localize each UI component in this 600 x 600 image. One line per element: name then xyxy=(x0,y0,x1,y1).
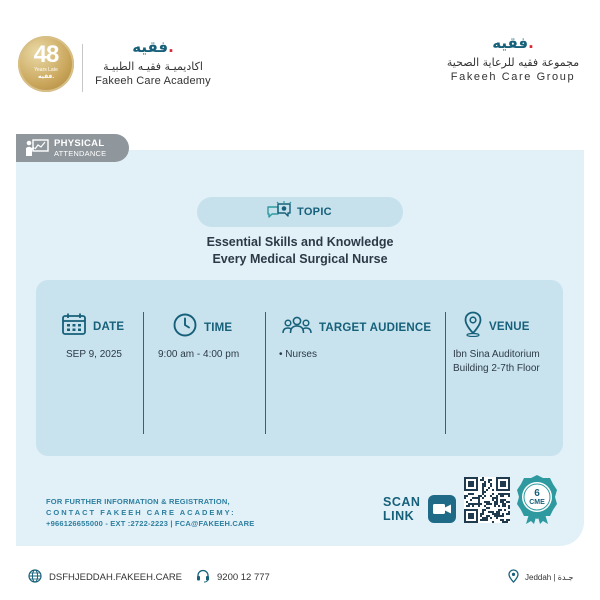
badge-number: 48 xyxy=(33,41,59,68)
audience-value: • Nurses xyxy=(279,349,317,360)
globe-icon xyxy=(28,569,42,586)
contact-line2: CONTACT FAKEEH CARE ACADEMY: xyxy=(46,508,236,517)
venue-label: VENUE xyxy=(489,320,530,333)
column-divider xyxy=(445,312,446,434)
header-divider xyxy=(82,44,83,92)
contact-line1: FOR FURTHER INFORMATION & REGISTRATION, xyxy=(46,497,230,506)
website-text: DSFHJEDDAH.FAKEEH.CARE xyxy=(49,572,183,583)
location-text: Jeddah | جـدة xyxy=(525,572,574,582)
academy-brand-ar: فقيه xyxy=(132,38,169,56)
date-value: SEP 9, 2025 xyxy=(66,349,122,360)
topic-title-line2: Every Medical Surgical Nurse xyxy=(212,252,388,266)
attendance-tab xyxy=(16,134,129,162)
scan-link-label xyxy=(383,495,420,523)
attendance-line1: PHYSICAL xyxy=(54,138,105,149)
time-label: TIME xyxy=(204,321,233,334)
column-divider xyxy=(265,312,266,434)
chat-bubble-icon xyxy=(266,200,292,229)
details-box xyxy=(36,280,563,456)
footer-phone[interactable] xyxy=(196,569,270,586)
headset-icon xyxy=(196,569,210,586)
date-label: DATE xyxy=(93,320,125,333)
topic-title xyxy=(100,234,500,268)
audience-header xyxy=(282,315,431,340)
badge-subtitle: Years Late xyxy=(34,67,58,73)
academy-name-ar: اكاديميـة فقيـه الطبيـة xyxy=(103,60,203,73)
cme-badge xyxy=(515,473,559,525)
footer-website[interactable] xyxy=(28,569,182,586)
time-value: 9:00 am - 4:00 pm xyxy=(158,349,240,360)
topic-pill xyxy=(197,197,403,227)
venue-line2: Building 2-7th Floor xyxy=(453,363,540,374)
footer-location xyxy=(508,569,573,585)
venue-value xyxy=(453,348,540,376)
venue-line1: Ibn Sina Auditorium xyxy=(453,349,540,360)
qr-code[interactable] xyxy=(464,477,510,523)
scan-line1: SCAN xyxy=(383,495,421,509)
audience-label: TARGET AUDIENCE xyxy=(319,321,432,334)
group-name-ar: مجموعة فقيه للرعاية الصحية xyxy=(446,56,580,69)
time-header xyxy=(173,313,232,342)
presenter-icon xyxy=(25,139,49,162)
location-pin-icon xyxy=(508,569,519,585)
contact-line3: +966126655000 - EXT :2722-2223 | FCA@FAKEEH.CARE xyxy=(46,519,255,528)
date-header xyxy=(62,313,124,340)
phone-text: 9200 12 777 xyxy=(217,572,270,583)
cme-label: CME xyxy=(529,499,545,506)
venue-header xyxy=(464,311,530,342)
column-divider xyxy=(143,312,144,434)
contact-info xyxy=(46,496,254,529)
academy-name-en: Fakeeh Care Academy xyxy=(95,75,211,87)
topic-title-line1: Essential Skills and Knowledge xyxy=(206,235,394,249)
calendar-icon xyxy=(62,313,86,340)
group-icon xyxy=(282,315,312,340)
scan-line2: LINK xyxy=(383,509,415,523)
academy-logo: فقيه. اكاديميـة فقيـه الطبيـة Fakeeh Care Academy xyxy=(88,38,218,87)
anniversary-badge xyxy=(18,36,74,92)
attendance-line2: ATTENDANCE xyxy=(54,149,107,158)
location-pin-icon xyxy=(464,311,482,342)
badge-brand: فقيه. xyxy=(37,74,54,80)
topic-label: TOPIC xyxy=(297,206,332,218)
clock-icon xyxy=(173,313,197,342)
group-name-en: Fakeeh Care Group xyxy=(450,71,576,83)
video-camera-icon xyxy=(428,495,456,523)
group-brand-ar: فقيه xyxy=(492,34,529,52)
group-logo: فقيه. مجموعة فقيه للرعاية الصحية Fakeeh Care Group xyxy=(438,34,588,83)
cme-number: 6 xyxy=(534,488,540,499)
